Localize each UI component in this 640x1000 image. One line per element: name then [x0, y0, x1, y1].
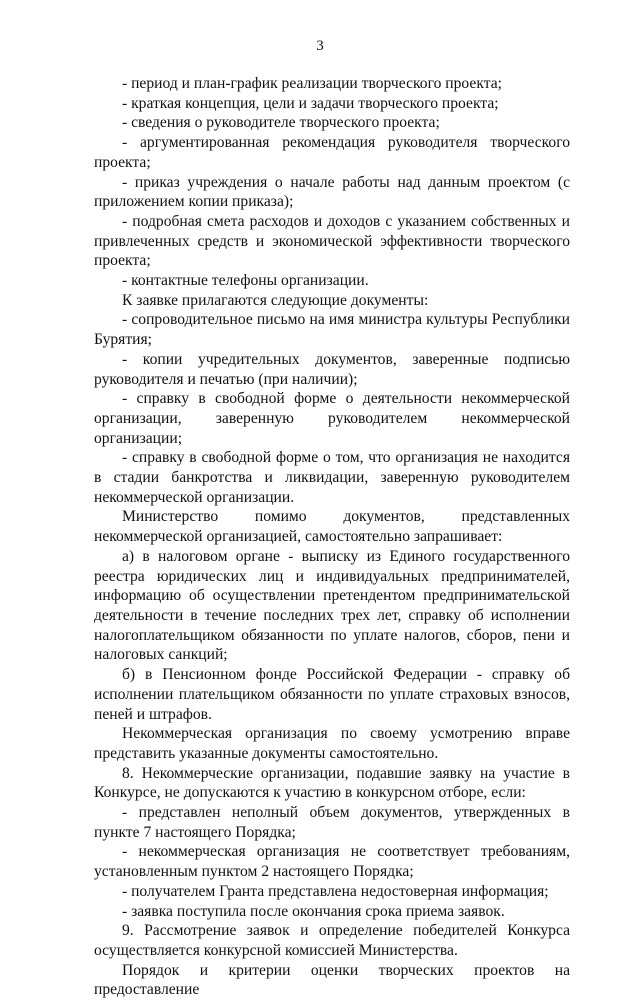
paragraph: - краткая концепция, цели и задачи творческого проекта;	[122, 94, 499, 112]
paragraph: - получателем Гранта представлена недостоверная информация;	[122, 882, 549, 900]
paragraph: 8. Некоммерческие организации, подавшие заявку на участие в Конкурсе, не допускаются к участию в конкурсном отборе, если:	[94, 764, 570, 802]
paragraph: - приказ учреждения о начале работы над данным проектом (с приложением копии приказа);	[94, 173, 570, 211]
paragraph: - аргументированная рекомендация руководителя творческого проекта;	[94, 134, 570, 171]
paragraph: 9. Рассмотрение заявок и определение победителей Конкурса осуществляется конкурсной комиссией Министерства.	[94, 922, 570, 959]
paragraph: - период и план-график реализации творческого проекта;	[122, 75, 502, 92]
paragraph: - некоммерческая организация не соответствует требованиям, установленным пунктом 2 настоящего Порядка;	[94, 843, 570, 881]
paragraph: а) в налоговом органе - выписку из Единого государственного реестра юридических лиц и индивидуальных предпринимателей, информацию об осуществлении претендентом предпринимательской деятельности в течение последних трех лет, справку об исполнении налогоплательщиком обязанности по уплате налогов, сборов, пени и налоговых санкций;	[94, 547, 570, 664]
paragraph: - справку в свободной форме о том, что организация не находится в стадии банкротства и ликвидации, заверенную руководителем некоммерческой организации.	[94, 449, 570, 506]
document-body	[94, 74, 570, 1000]
paragraph: - подробная смета расходов и доходов с указанием собственных и привлеченных средств и экономической эффективности творческого проекта;	[94, 212, 570, 270]
paragraph: - представлен неполный объем документов, утвержденных в пункте 7 настоящего Порядка;	[94, 804, 570, 841]
paragraph: - заявка поступила после окончания срока приема заявок.	[122, 902, 505, 920]
page-number: 3	[316, 38, 324, 54]
paragraph: - контактные телефоны организации.	[122, 272, 369, 290]
paragraph: Порядок и критерии оценки творческих проектов на предоставление	[94, 961, 570, 999]
paragraph: Министерство помимо документов, представленных некоммерческой организацией, самостоятельно запрашивает:	[94, 508, 570, 546]
paragraph: б) в Пенсионном фонде Российской Федерации - справку об исполнении плательщиком обязанности по уплате страховых взносов, пеней и штрафов.	[94, 666, 570, 723]
paragraph: - справку в свободной форме о деятельности некоммерческой организации, заверенную руководителем некоммерческой организации;	[94, 390, 570, 447]
paragraph: Некоммерческая организация по своему усмотрению вправе представить указанные документы самостоятельно.	[94, 725, 570, 762]
paragraph: - сопроводительное письмо на имя министра культуры Республики Бурятия;	[94, 311, 570, 349]
paragraph: - сведения о руководителе творческого проекта;	[122, 114, 440, 132]
paragraph: К заявке прилагаются следующие документы:	[122, 291, 429, 309]
paragraph: - копии учредительных документов, заверенные подписью руководителя и печатью (при наличии);	[94, 350, 570, 388]
